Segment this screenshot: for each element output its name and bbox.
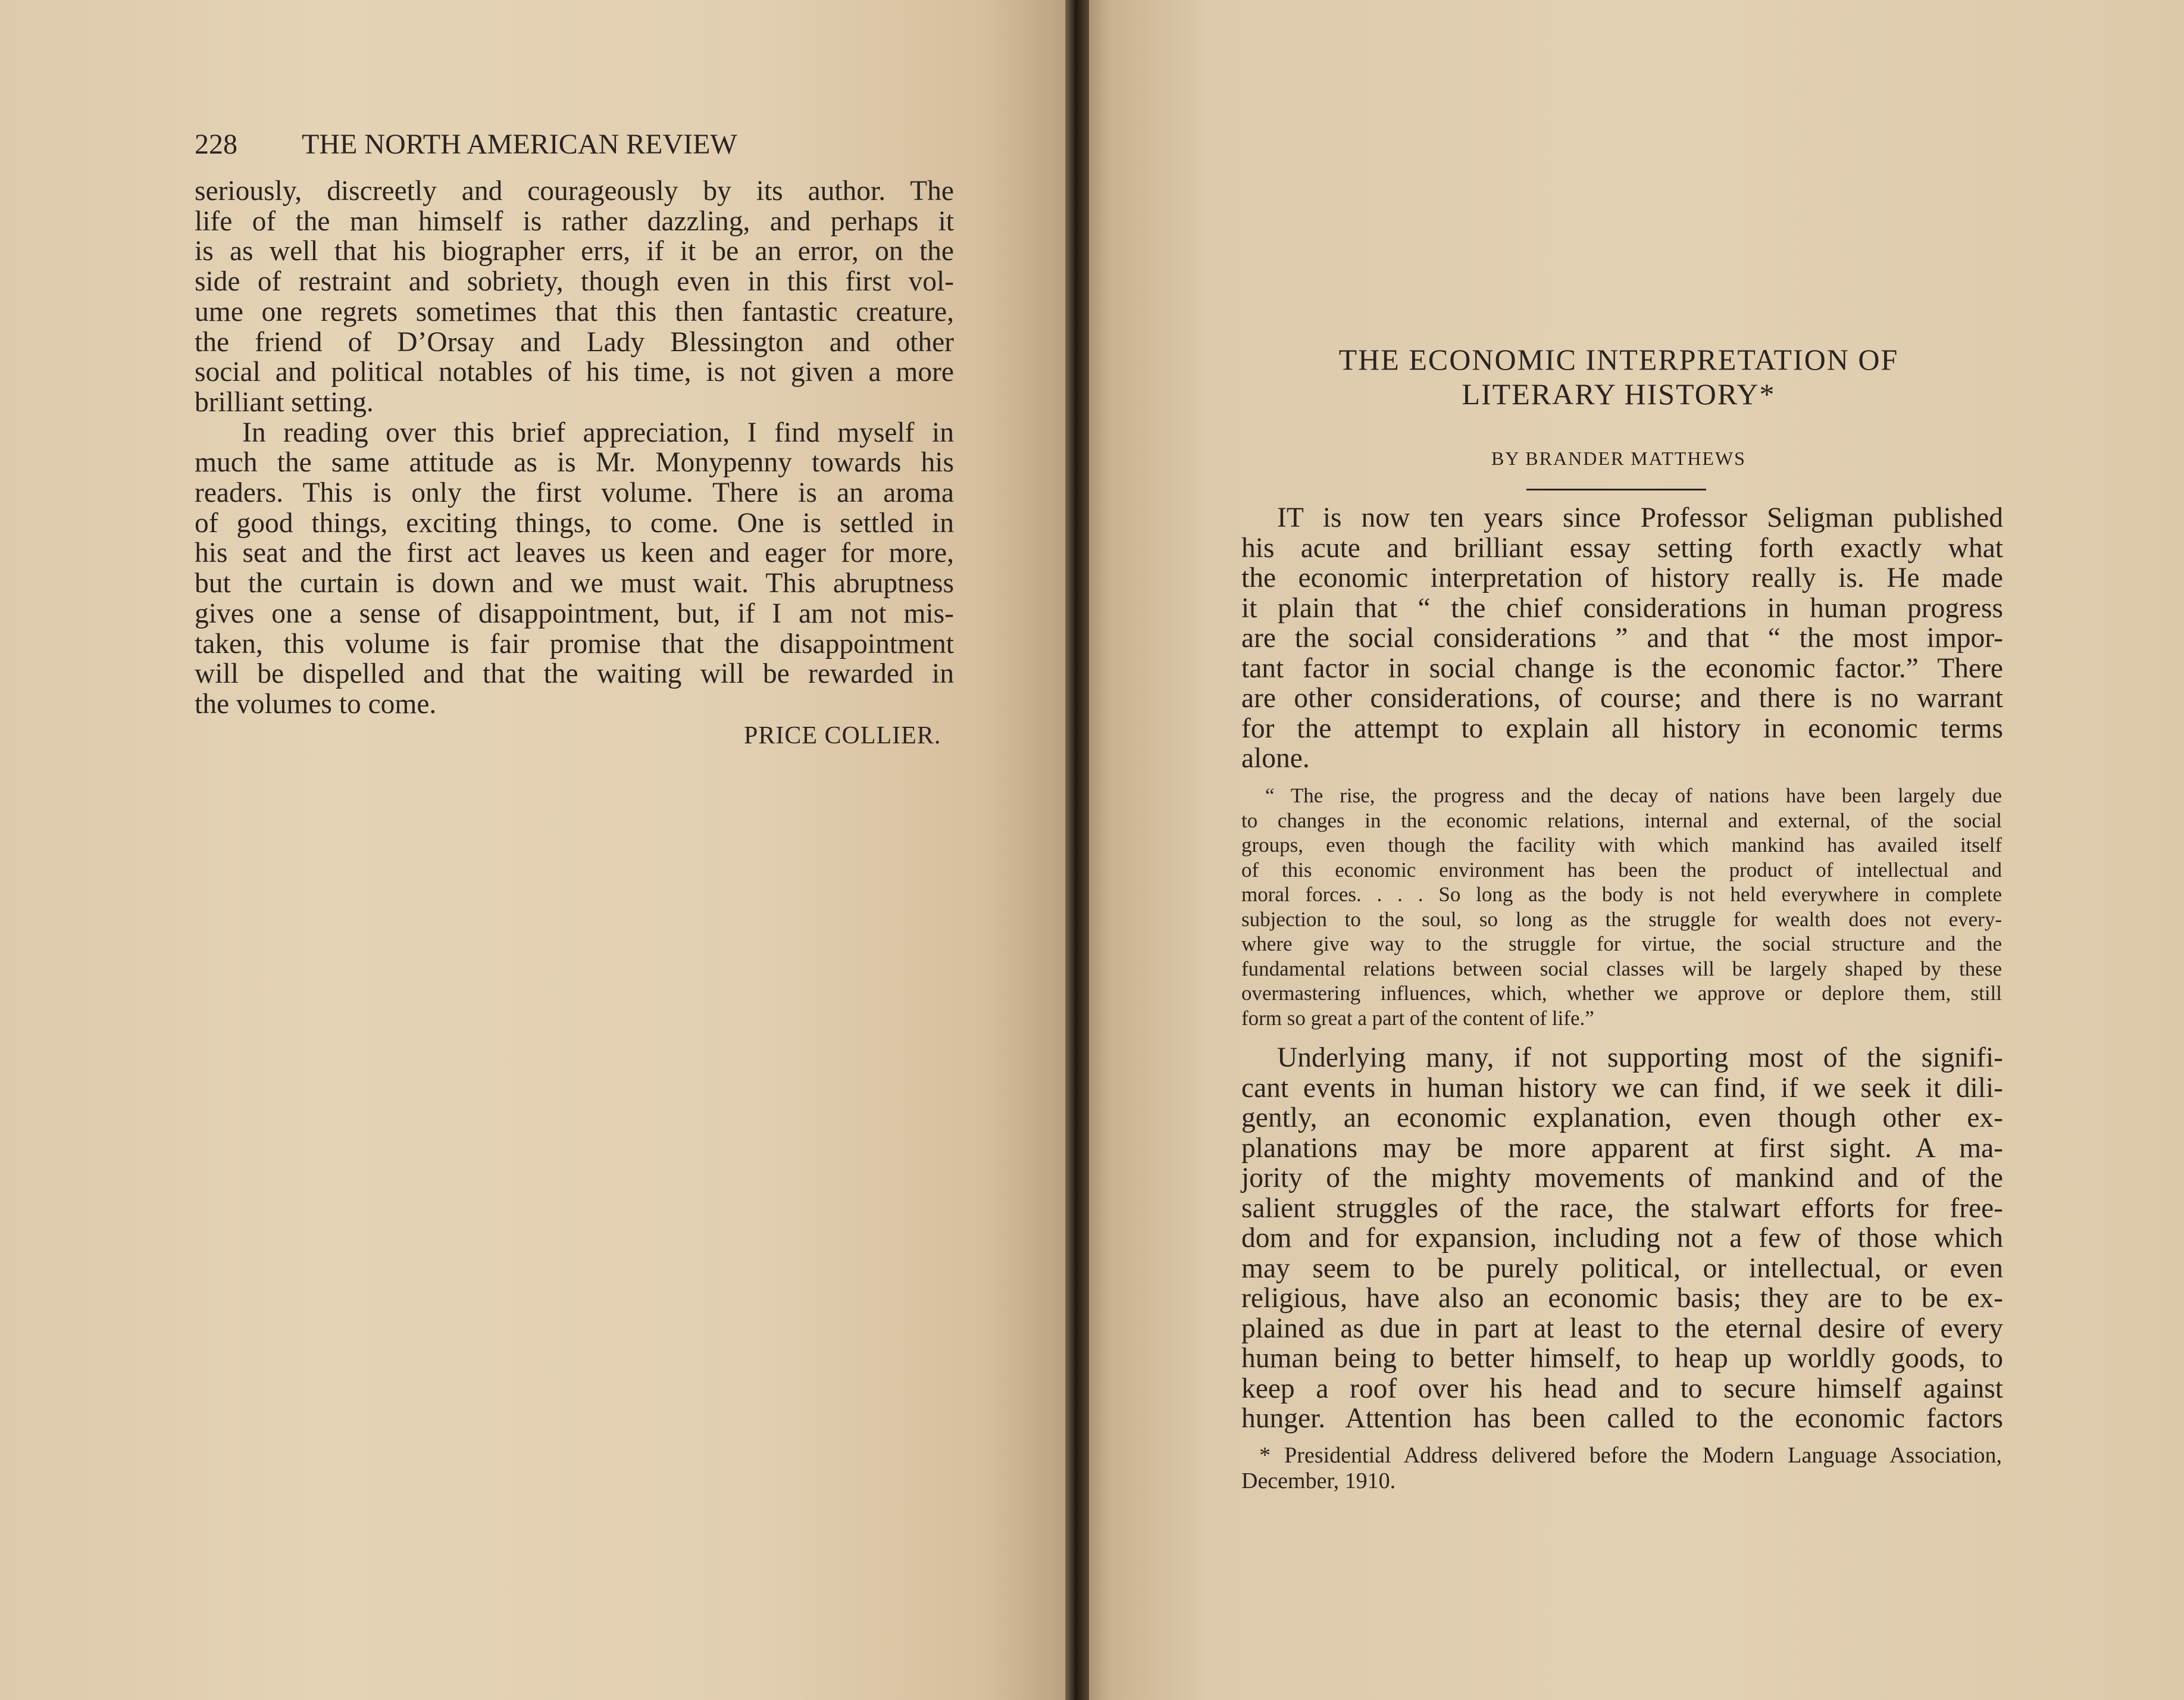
text-line: IT is now ten years since Professor Seligman published [1277,502,2003,533]
page-number: 228 [195,129,237,160]
text-line: life of the man himself is rather dazzling, and perhaps it [195,205,954,237]
quote-line: subjection to the soul, so long as the struggle for wealth does not every- [1241,907,2002,931]
text-line: seriously, discreetly and courageously by its author. The [195,176,954,207]
text-line: the volumes to come. [195,688,437,720]
text-line: plained as due in part at least to the eternal desire of every [1241,1312,2003,1344]
text-line: the friend of D’Orsay and Lady Blessington and other [195,326,954,358]
footnote [1241,1443,2002,1494]
text-line: gently, an economic explanation, even though other ex- [1241,1102,2003,1133]
text-line: are other considerations, of course; and there is no warrant [1241,683,2003,714]
opening-paragraph [1241,503,2003,774]
text-line: planations may be more apparent at first sight. A ma- [1241,1132,2003,1164]
text-line: gives one a sense of disappointment, but, if I am not mis- [195,598,954,629]
text-line: may seem to be purely political, or intellectual, or even [1241,1252,2003,1284]
text-line: is as well that his biographer errs, if it be an error, on the [195,236,954,267]
text-line: taken, this volume is fair promise that the disappointment [195,628,954,660]
quote-line: “ The rise, the progress and the decay of nations have been largely due [1265,784,2002,807]
text-line: for the attempt to explain all history in economic terms [1241,712,2003,744]
text-line: the economic interpretation of history really is. He made [1241,562,2003,593]
block-quote [1241,783,2002,1030]
footnote-line: * Presidential Address delivered before the Modern Language Association, [1259,1443,2002,1468]
text-line: his seat and the first act leaves us keen and eager for more, [195,538,954,569]
text-line: tant factor in social change is the economic factor.” There [1241,652,2003,684]
text-line: will be dispelled and that the waiting will be rewarded in [195,658,954,690]
text-line: In reading over this brief appreciation, I find myself in [242,417,954,448]
text-line: hunger. Attention has been called to the economic factors [1241,1403,2003,1434]
text-line: Underlying many, if not supporting most of the signifi- [1277,1042,2003,1073]
footnote-line: December, 1910. [1241,1468,1396,1493]
text-line: of good things, exciting things, to come. One is settled in [195,507,954,539]
quote-line: overmastering influences, which, whether we approve or deplore them, still [1241,982,2002,1005]
quote-line: groups, even though the facility with which mankind has availed itself [1241,833,2002,857]
quote-line: moral forces. . . . So long as the body is not held everywhere in complete [1241,883,2002,906]
running-head [195,128,956,161]
quote-line: form so great a part of the content of life.” [1241,1006,1594,1030]
journal-title: THE NORTH AMERICAN REVIEW [302,129,737,160]
text-line: side of restraint and sobriety, though even in this first vol- [195,266,954,298]
text-line: readers. This is only the first volume. There is an aroma [195,477,954,509]
text-line: religious, have also an economic basis; they are to be ex- [1241,1283,2003,1314]
quote-line: where give way to the struggle for virtue, the social structure and the [1241,932,2002,955]
text-line: his acute and brilliant essay setting forth exactly what [1241,532,2003,564]
text-line: alone. [1241,743,1310,774]
text-line: salient struggles of the race, the stalwart efforts for free- [1241,1192,2003,1224]
left-body-text [195,176,954,720]
text-line: ume one regrets sometimes that this then fantastic creature, [195,296,954,327]
byline: BY BRANDER MATTHEWS [1491,448,1746,469]
text-line: social and political notables of his time, is not given a more [195,357,954,388]
author-signature: PRICE COLLIER. [744,722,941,749]
text-line: dom and for expansion, including not a few of those which [1241,1223,2003,1254]
second-paragraph [1241,1043,2003,1434]
divider-rule [1526,489,1706,490]
article-title [1101,342,2136,411]
text-line: much the same attitude as is Mr. Monypenny towards his [195,447,954,479]
quote-line: of this economic environment has been the product of intellectual and [1241,858,2002,882]
text-line: it plain that “ the chief considerations in human progress [1241,592,2003,624]
text-line: cant events in human history we can find, if we seek it dili- [1241,1072,2003,1104]
text-line: are the social considerations ” and that “ the most impor- [1241,623,2003,654]
text-line: keep a roof over his head and to secure himself against [1241,1373,2003,1404]
text-line: brilliant setting. [195,386,374,418]
title-line: LITERARY HISTORY* [1462,377,1776,411]
text-line: human being to better himself, to heap up worldly goods, to [1241,1343,2003,1374]
text-line: jority of the mighty movements of mankind and of the [1241,1162,2003,1193]
quote-line: to changes in the economic relations, internal and external, of the social [1241,808,2002,832]
book-gutter [1065,0,1089,1700]
title-line: THE ECONOMIC INTERPRETATION OF [1338,343,1899,376]
quote-line: fundamental relations between social classes will be largely shaped by these [1241,957,2002,980]
text-line: but the curtain is down and we must wait. This abruptness [195,568,954,599]
